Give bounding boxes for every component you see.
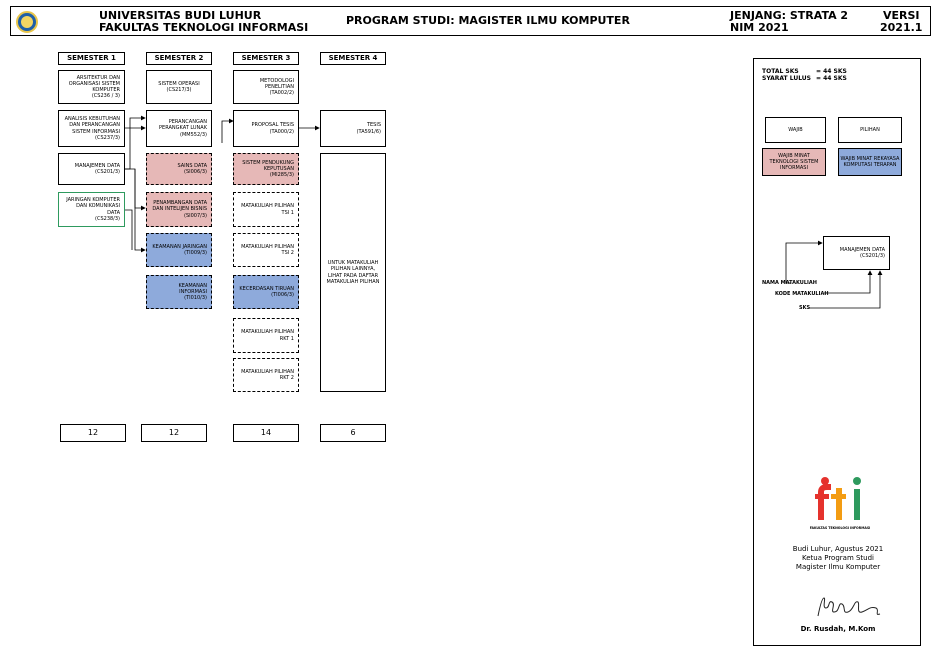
- faculty-logo-icon: [810, 474, 870, 532]
- course-box: [233, 233, 299, 267]
- key-course-name: MANAJEMEN DATA: [839, 246, 885, 253]
- course-box: [58, 153, 125, 185]
- curriculum-year: NIM 2021: [730, 21, 789, 34]
- signatory-name: Dr. Rusdah, M.Kom: [800, 625, 876, 633]
- legend-minat-tsi: [762, 148, 826, 176]
- course-box: [146, 275, 212, 309]
- course-code: (MM552/3): [180, 131, 207, 138]
- program-title: PROGRAM STUDI: MAGISTER ILMU KOMPUTER: [346, 14, 630, 27]
- faculty-logo-caption: FAKULTAS TEKNOLOGI INFORMASI: [810, 526, 870, 530]
- pass-sks-value: = 44 SKS: [816, 75, 847, 82]
- course-code: (SI006/3): [184, 169, 207, 175]
- elective-note: UNTUK MATAKULIAH PILIHAN LAINNYA, LIHAT PADA DAFTAR MATAKULIAH PILIHAN: [326, 260, 380, 285]
- course-box: [320, 110, 386, 147]
- semester-4-total: 6: [320, 424, 386, 442]
- key-label-code: KODE MATAKULIAH: [775, 291, 829, 297]
- university-logo-inner: [21, 16, 33, 28]
- course-name: MATAKULIAH PILIHAN RKT 2: [241, 368, 294, 381]
- semester-2-total: 12: [141, 424, 207, 442]
- course-code: (CS201/3): [95, 169, 120, 175]
- course-name: SISTEM OPERASI: [158, 80, 200, 87]
- legend-pilihan-label: PILIHAN: [860, 127, 880, 133]
- version-label: VERSI: [883, 9, 920, 22]
- legend-minat-rkt: [838, 148, 902, 176]
- course-name: ARSITEKTUR DAN ORGANISASI SISTEM KOMPUTER: [68, 74, 120, 93]
- course-box: [146, 192, 212, 227]
- course-name: PENAMBANGAN DATA DAN INTELIJEN BISNIS: [152, 200, 207, 213]
- course-box: [58, 110, 125, 147]
- course-box: [233, 70, 299, 104]
- program-level: JENJANG: STRATA 2: [730, 9, 849, 22]
- arrow: [125, 210, 132, 250]
- course-name: SAINS DATA: [177, 162, 207, 169]
- arrow: [125, 118, 145, 169]
- course-code: (TA002/2): [269, 90, 294, 97]
- course-code: (CS238/3): [95, 215, 120, 222]
- course-name: JARINGAN KOMPUTER DAN KOMUNIKASI DATA: [66, 197, 120, 216]
- semester-4-header: SEMESTER 4: [320, 52, 386, 65]
- key-example-box: [823, 236, 890, 270]
- course-box: [58, 192, 125, 227]
- course-code: (TI006/3): [271, 292, 294, 298]
- university-name: UNIVERSITAS BUDI LUHUR: [99, 9, 262, 22]
- course-name: ANALISIS KEBUTUHAN DAN PERANCANGAN SISTEM INFORMASI: [64, 116, 120, 135]
- key-course-code: (CS201/3): [860, 253, 885, 259]
- course-code: (CS217/3): [166, 87, 192, 93]
- course-name: KECERDASAN TIRUAN: [239, 285, 294, 292]
- elective-note-box: [320, 153, 386, 392]
- arrow: [135, 169, 145, 250]
- legend-wajib: [765, 117, 826, 143]
- course-name: KEAMANAN JARINGAN: [152, 243, 207, 250]
- semester-2-header: SEMESTER 2: [146, 52, 212, 65]
- semester-1-total: 12: [60, 424, 126, 442]
- course-box: [146, 70, 212, 104]
- course-code: (TA591/6): [356, 128, 381, 135]
- course-code: (TA000/2): [269, 128, 294, 135]
- signature-place-date: Budi Luhur, Agustus 2021: [792, 545, 884, 553]
- course-box: [58, 70, 125, 104]
- legend-pilihan: [838, 117, 902, 143]
- semester-1-header: SEMESTER 1: [58, 52, 125, 65]
- course-code: (TI010/3): [184, 295, 207, 302]
- legend-wajib-label: WAJIB: [788, 127, 803, 133]
- course-box: [233, 358, 299, 392]
- course-box: [233, 153, 299, 185]
- key-label-sks: SKS: [799, 305, 811, 311]
- semester-3-total: 14: [233, 424, 299, 442]
- key-label-name: NAMA MATAKULIAH: [762, 280, 817, 286]
- legend-minat-tsi-label: WAJIB MINAT TEKNOLOGI SISTEM INFORMASI: [769, 153, 819, 171]
- signature-program: Magister Ilmu Komputer: [795, 563, 881, 571]
- course-name: TESIS: [366, 122, 381, 129]
- course-name: MANAJEMEN DATA: [74, 162, 120, 169]
- course-code: (SI007/3): [184, 212, 207, 219]
- course-name: MATAKULIAH PILIHAN TSI 2: [241, 243, 294, 256]
- course-code: (TI009/3): [184, 250, 207, 256]
- pass-sks-label: SYARAT LULUS: [762, 75, 811, 82]
- semester-3-header: SEMESTER 3: [233, 52, 299, 65]
- signature-role: Ketua Program Studi: [801, 554, 875, 562]
- course-name: SISTEM PENDUKUNG KEPUTUSAN: [242, 159, 294, 172]
- course-box: [146, 110, 212, 147]
- legend-minat-rkt-label: WAJIB MINAT REKAYASA KOMPUTASI TERAPAN: [840, 156, 900, 168]
- course-box: [146, 153, 212, 185]
- course-name: PERANCANGAN PERANGKAT LUNAK: [159, 119, 207, 132]
- course-name: MATAKULIAH PILIHAN RKT 1: [241, 329, 294, 342]
- course-name: MATAKULIAH PILIHAN TSI 1: [241, 203, 294, 216]
- arrow: [125, 169, 145, 208]
- handwritten-signature: [814, 594, 884, 622]
- faculty-name: FAKULTAS TEKNOLOGI INFORMASI: [99, 21, 309, 34]
- course-box: [233, 110, 299, 147]
- total-sks-label: TOTAL SKS: [762, 68, 799, 75]
- course-box: [233, 318, 299, 353]
- course-box: [233, 275, 299, 309]
- course-box: [233, 192, 299, 227]
- course-box: [146, 233, 212, 267]
- course-name: PROPOSAL TESIS: [251, 122, 294, 129]
- course-name: METODOLOGI PENELITIAN: [259, 77, 294, 90]
- course-code: (MI285/3): [269, 172, 294, 179]
- course-name: KEAMANAN INFORMASI: [178, 282, 207, 295]
- course-code: (CS236 / 3): [91, 93, 120, 100]
- version-number: 2021.1: [880, 21, 923, 34]
- total-sks-value: = 44 SKS: [816, 68, 847, 75]
- course-code: (CS237/3): [95, 134, 120, 141]
- arrow: [222, 121, 233, 143]
